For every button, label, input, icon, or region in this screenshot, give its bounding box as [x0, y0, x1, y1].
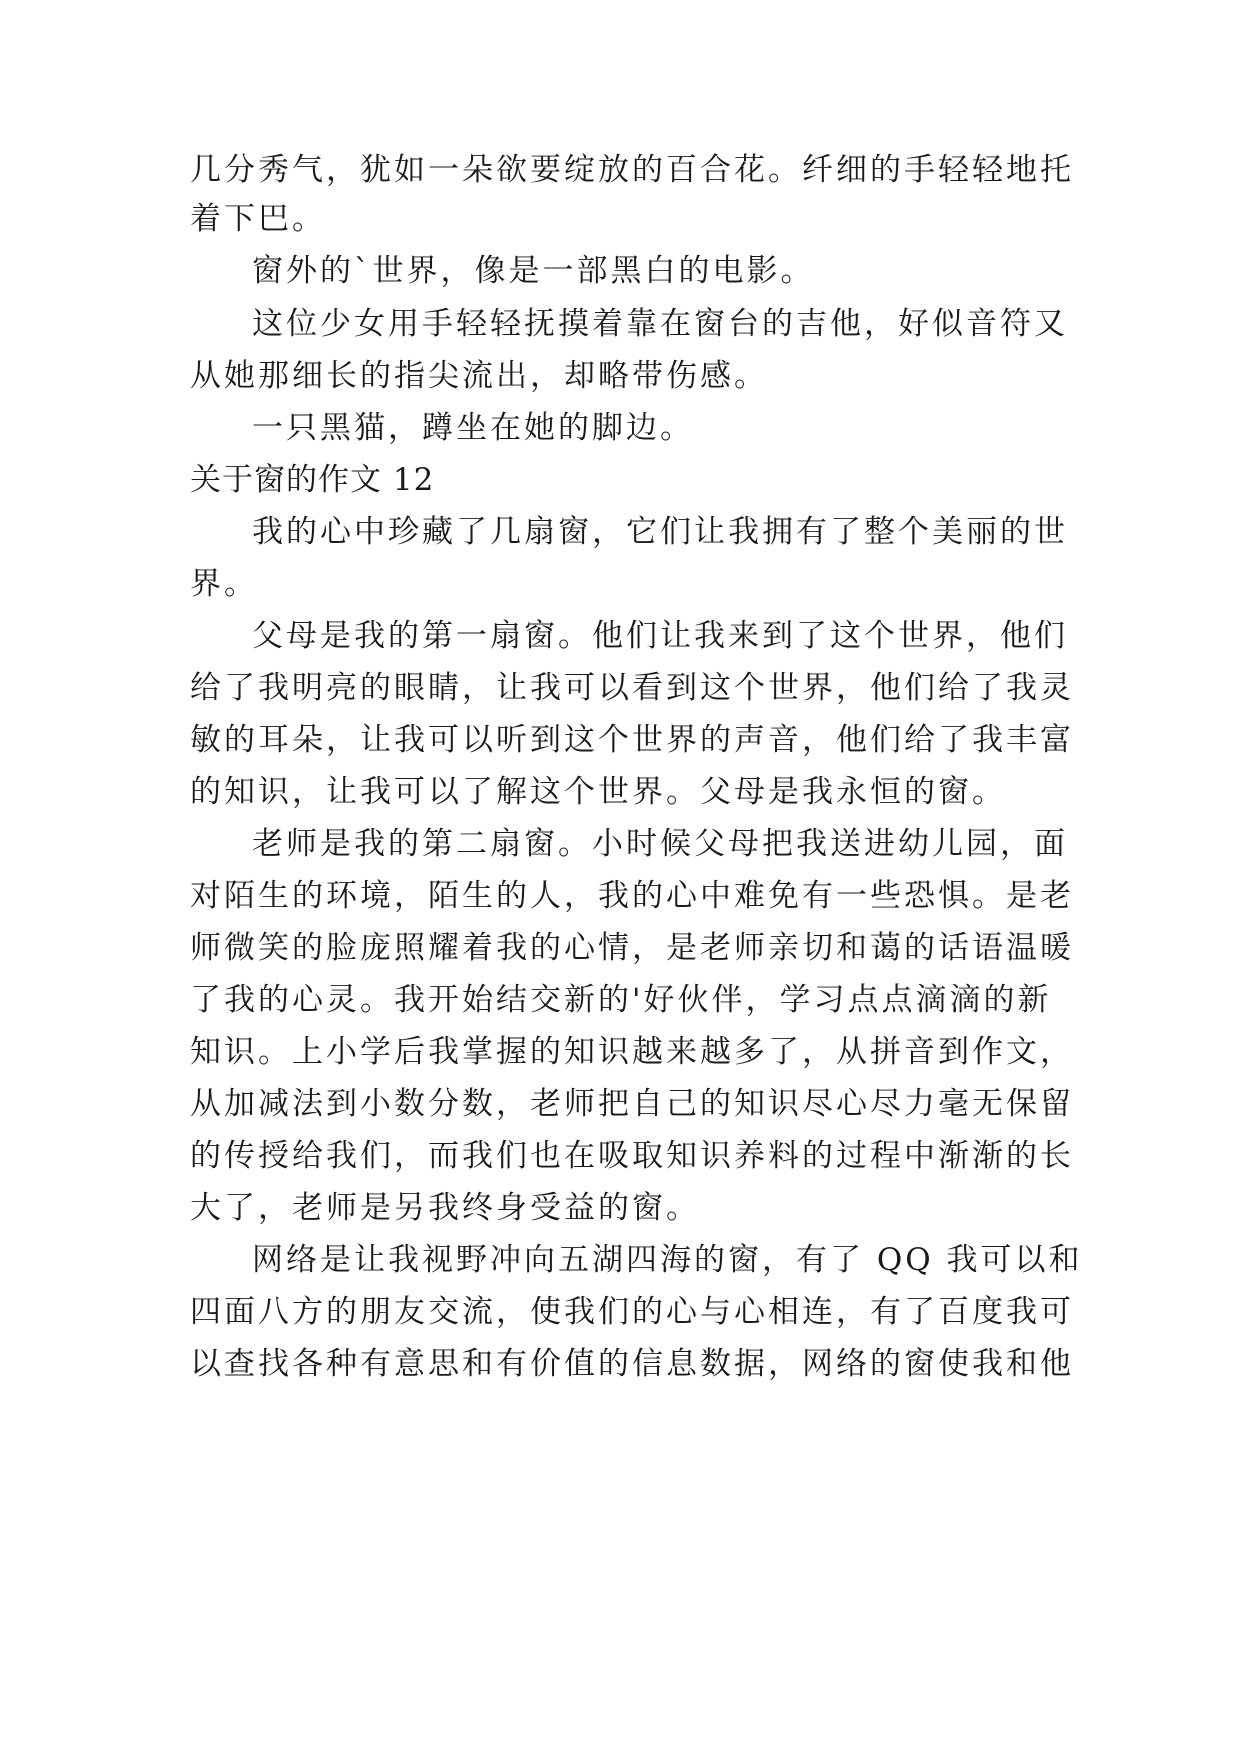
paragraph-line: 网络是让我视野冲向五湖四海的窗，有了 QQ 我可以和 [252, 1242, 1083, 1278]
paragraph-line: 几分秀气，犹如一朵欲要绽放的百合花。纤细的手轻轻地托 [190, 152, 1074, 188]
paragraph-line: 大了，老师是另我终身受益的窗。 [190, 1190, 700, 1226]
paragraph-line: 的知识，让我可以了解这个世界。父母是我永恒的窗。 [190, 774, 1006, 810]
paragraph-line: 父母是我的第一扇窗。他们让我来到了这个世界，他们 [252, 618, 1068, 654]
paragraph-line: 的传授给我们，而我们也在吸取知识养料的过程中渐渐的长 [190, 1138, 1074, 1174]
paragraph-line: 师微笑的脸庞照耀着我的心情，是老师亲切和蔼的话语温暖 [190, 930, 1074, 966]
paragraph-line: 四面八方的朋友交流，使我们的心与心相连，有了百度我可 [190, 1294, 1074, 1330]
paragraph-line: 这位少女用手轻轻抚摸着靠在窗台的吉他，好似音符又 [252, 306, 1068, 342]
paragraph-line: 敏的耳朵，让我可以听到这个世界的声音，他们给了我丰富 [190, 722, 1074, 758]
paragraph-line: 一只黑猫，蹲坐在她的脚边。 [252, 410, 694, 446]
paragraph-line: 了我的心灵。我开始结交新的'好伙伴，学习点点滴滴的新 [190, 982, 1052, 1018]
paragraph-line: 知识。上小学后我掌握的知识越来越多了，从拼音到作文， [190, 1034, 1074, 1070]
paragraph-line: 对陌生的环境，陌生的人，我的心中难免有一些恐惧。是老 [190, 878, 1074, 914]
paragraph-line: 从她那细长的指尖流出，却略带伤感。 [190, 358, 768, 394]
paragraph-line: 老师是我的第二扇窗。小时候父母把我送进幼儿园，面 [252, 826, 1068, 862]
section-heading: 关于窗的作文 12 [190, 462, 435, 498]
paragraph-line: 窗外的`世界，像是一部黑白的电影。 [252, 253, 815, 289]
paragraph-line: 着下巴。 [190, 201, 326, 237]
paragraph-line: 从加减法到小数分数，老师把自己的知识尽心尽力毫无保留 [190, 1086, 1074, 1122]
paragraph-line: 给了我明亮的眼睛，让我可以看到这个世界，他们给了我灵 [190, 670, 1074, 706]
paragraph-line: 界。 [190, 566, 258, 602]
paragraph-line: 以查找各种有意思和有价值的信息数据，网络的窗使我和他 [190, 1346, 1074, 1382]
paragraph-line: 我的心中珍藏了几扇窗，它们让我拥有了整个美丽的世 [252, 514, 1068, 550]
